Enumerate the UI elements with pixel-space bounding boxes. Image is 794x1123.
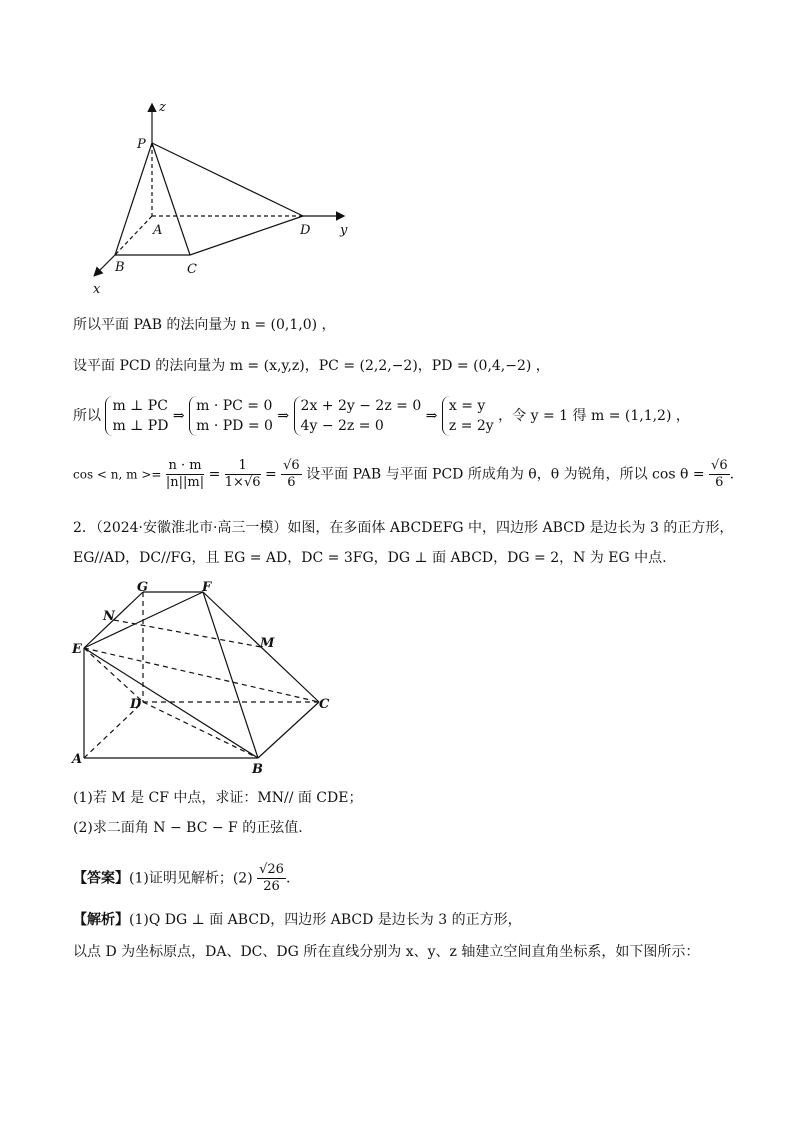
question-2-line-2: EG//AD，DC//FG，且 EG = AD，DC = 3FG，DG ⊥ 面 ABCD，DG = 2，N 为 EG 中点. <box>73 550 667 566</box>
label-G: G <box>137 580 149 595</box>
x-axis <box>95 255 115 275</box>
label-N: N <box>103 609 115 624</box>
question-2-line-1: 2．（2024·安徽淮北市·高三一模）如图，在多面体 ABCDEFG 中，四边形 ABCD 是边长为 3 的正方形， <box>73 520 734 536</box>
label-C: C <box>319 697 330 712</box>
solution-line-4: cos < n, m >= $\frac{n \cdot m}{|n||m|}$ = $\frac{1}{1\times√6}$ = $\frac{√6}{6}$ 设平面 PAB 与平面 PCD 所成角为 θ，θ 为锐角，所以 cos θ = $\frac{√6}{6}$ . <box>73 458 735 490</box>
analysis-line-1: 【解析】(1)Q DG ⊥ 面 ABCD，四边形 ABCD 是边长为 3 的正方形， <box>73 912 522 928</box>
label-z: z <box>159 100 166 115</box>
label-P: P <box>137 137 146 152</box>
label-F: F <box>202 580 212 595</box>
solution-line-3: 所以 m ⊥ PC m ⊥ PD ⇒ m · PC = 0 m · PD = 0 ⇒ 2x + 2y − 2z = 0 4y − 2z = 0 ⇒ x = y z = 2y ，令 y = 1 得 m = (1,1,2) ， <box>73 398 690 434</box>
solution-line-2: 设平面 PCD 的法向量为 m = (x,y,z)，PC = (2,2,−2)，PD = (0,4,−2) ， <box>73 358 550 374</box>
label-B: B <box>252 762 263 777</box>
label-D: D <box>300 223 311 238</box>
label-B: B <box>115 260 125 275</box>
question-2-part-2: (2)求二面角 N − BC − F 的正弦值. <box>73 820 303 836</box>
label-E: E <box>72 642 82 657</box>
solution-line-1: 所以平面 PAB 的法向量为 n = (0,1,0) ， <box>73 317 336 333</box>
figure-polyhedron <box>70 575 340 780</box>
label-y: y <box>340 223 348 238</box>
label-M: M <box>260 636 275 651</box>
analysis-line-2: 以点 D 为坐标原点，DA、DC、DG 所在直线分别为 x、y、z 轴建立空间直角坐标系，如下图所示： <box>73 944 700 960</box>
answer-line: 【答案】(1)证明见解析；(2) $\frac{√26}{26}$ . <box>73 862 291 894</box>
label-C: C <box>187 262 197 277</box>
label-A: A <box>153 223 163 238</box>
label-x: x <box>93 282 101 297</box>
question-2-part-1: (1)若 M 是 CF 中点，求证：MN// 面 CDE； <box>73 790 363 806</box>
figure-pyramid <box>85 95 355 300</box>
label-D: D <box>130 697 142 712</box>
label-A: A <box>72 752 83 767</box>
